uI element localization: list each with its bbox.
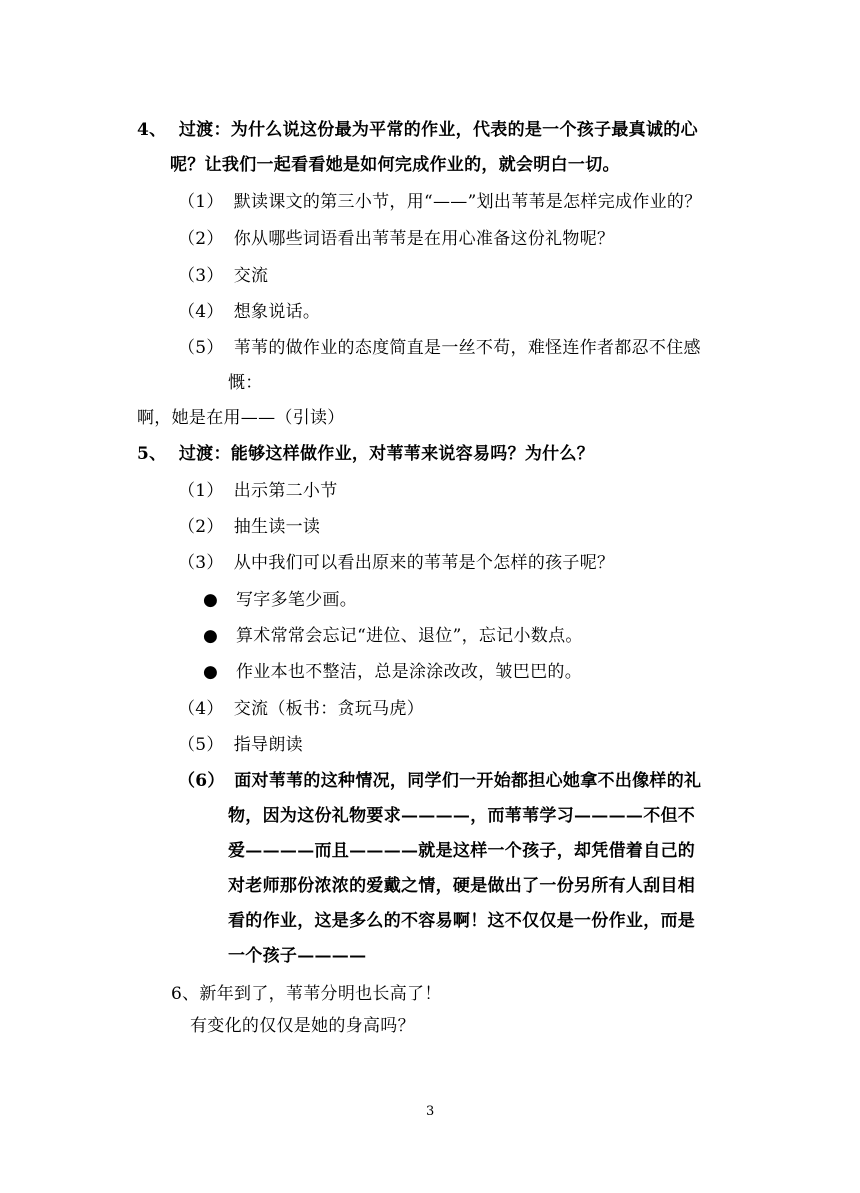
step-5-1 — [178, 480, 338, 502]
step-number: （5） — [178, 735, 224, 755]
page-number: 3 — [426, 1104, 435, 1119]
section-5-heading-text: 过渡：能够这样做作业，对苇苇来说容易吗？为什么？ — [178, 444, 595, 464]
step-text: 你从哪些词语看出苇苇是在用心准备这份礼物呢？ — [233, 229, 615, 249]
bullet-icon: ● — [203, 590, 218, 610]
section-4-heading-line1 — [137, 119, 698, 141]
step-4-1 — [178, 191, 702, 213]
section-6-question: 有变化的仅仅是她的身高吗？ — [190, 1016, 415, 1036]
step-number: （1） — [178, 481, 224, 501]
step-5-6-line5: 看的作业，这是多么的不容易啊！这不仅仅是一份作业，而是 — [228, 911, 696, 931]
section-4-heading-line2: 呢？让我们一起看看她是如何完成作业的，就会明白一切。 — [170, 155, 620, 175]
step-text: 面对苇苇的这种情况，同学们一开始都担心她拿不出像样的礼 — [234, 771, 702, 791]
section-4-number: 4、 — [137, 120, 167, 140]
step-text: 交流 — [233, 266, 269, 286]
step-number: （4） — [178, 302, 224, 322]
step-4-2 — [178, 228, 614, 250]
step-5-6-line4: 对老师那份浓浓的爱戴之情，硬是做出了一份另所有人刮目相 — [228, 876, 696, 896]
step-5-6-line2: 物，因为这份礼物要求————，而苇苇学习————不但不 — [228, 806, 696, 826]
step-text: 默读课文的第三小节，用“——”划出苇苇是怎样完成作业的？ — [233, 192, 702, 212]
step-text: 想象说话。 — [233, 302, 321, 322]
step-5-6 — [178, 770, 701, 792]
section-5-heading — [137, 443, 594, 465]
step-number: （5） — [178, 338, 224, 358]
step-number: （3） — [178, 553, 224, 573]
step-number: （3） — [178, 266, 224, 286]
step-text: 从中我们可以看出原来的苇苇是个怎样的孩子呢？ — [233, 553, 615, 573]
step-5-2 — [178, 516, 320, 538]
step-text: 交流（板书：贪玩马虎） — [233, 699, 425, 719]
bullet-item-2: 算术常常会忘记“进位、退位”，忘记小数点。 — [236, 626, 583, 646]
step-5-5 — [178, 734, 303, 756]
section-4-heading-text: 过渡：为什么说这份最为平常的作业，代表的是一个孩子最真诚的心 — [178, 120, 698, 140]
bullet-icon: ● — [203, 662, 218, 682]
bullet-item-1: 写字多笔少画。 — [236, 590, 358, 610]
step-number: （4） — [178, 699, 224, 719]
step-5-6-line3: 爱————而且————就是这样一个孩子，却凭借着自己的 — [228, 841, 696, 861]
step-5-4 — [178, 698, 424, 720]
step-text: 指导朗读 — [233, 735, 303, 755]
section-5-number: 5、 — [137, 444, 167, 464]
step-text: 抽生读一读 — [233, 517, 321, 537]
step-4-5 — [178, 337, 701, 359]
step-number: （2） — [178, 517, 224, 537]
step-4-3 — [178, 265, 268, 287]
step-4-5-continued: 慨： — [228, 373, 263, 393]
step-text: 出示第二小节 — [233, 481, 338, 501]
step-number: （1） — [178, 192, 224, 212]
step-5-6-line6: 一个孩子———— — [228, 946, 367, 966]
step-5-3 — [178, 552, 614, 574]
step-4-4 — [178, 301, 320, 323]
plain-line: 啊，她是在用——（引读） — [137, 408, 345, 428]
bullet-item-3: 作业本也不整洁，总是涂涂改改，皱巴巴的。 — [236, 662, 582, 682]
step-number: （2） — [178, 229, 224, 249]
bullet-icon: ● — [203, 626, 218, 646]
step-number: （6） — [178, 771, 225, 791]
section-6-heading: 6、新年到了，苇苇分明也长高了！ — [171, 984, 442, 1004]
step-text: 苇苇的做作业的态度简直是一丝不苟，难怪连作者都忍不住感 — [233, 338, 701, 358]
